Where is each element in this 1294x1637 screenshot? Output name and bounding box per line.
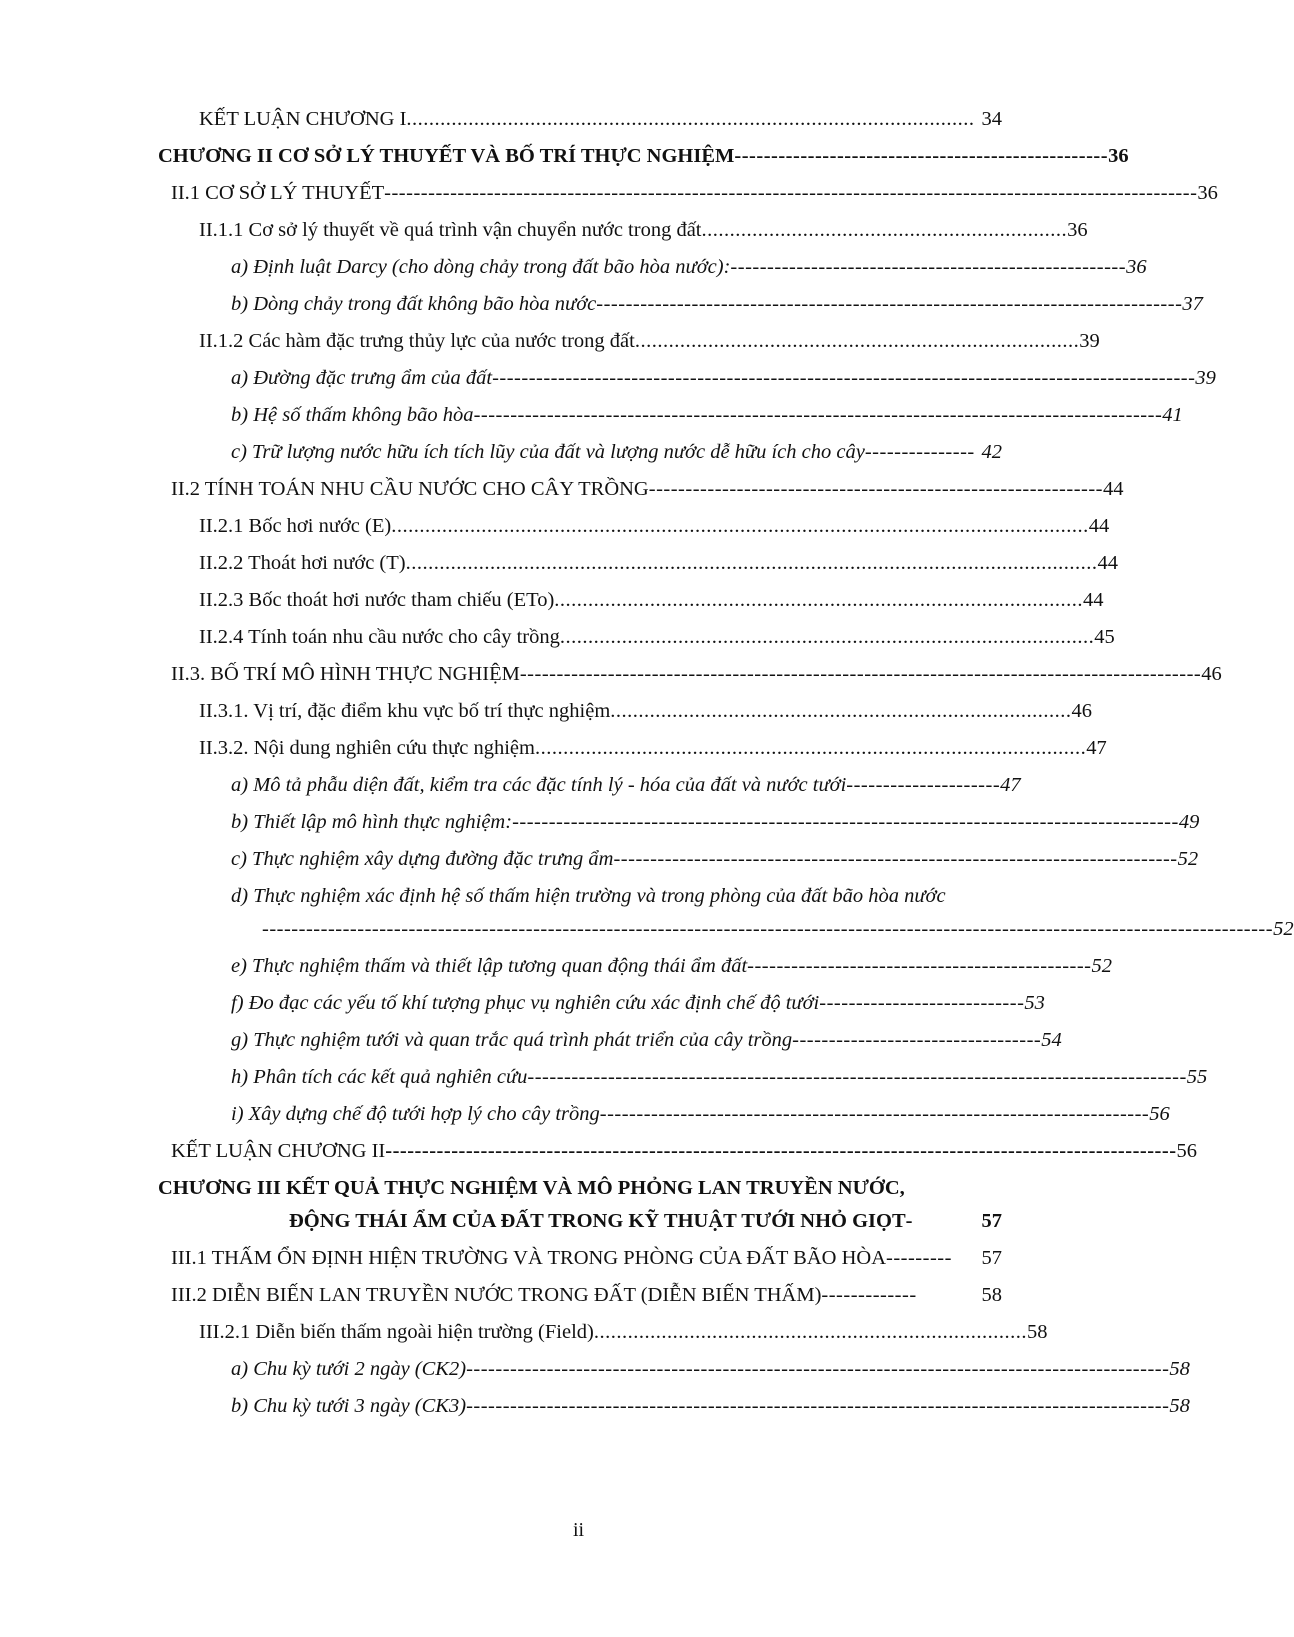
toc-leader: --------------------------------------------------------------------------------------------------------------- xyxy=(384,182,1198,204)
toc-leader: --------------- xyxy=(864,441,975,463)
toc-page-number: 56 xyxy=(1149,1103,1170,1125)
toc-entry-title: c) Thực nghiệm xây dựng đường đặc trưng ẩm xyxy=(231,848,614,870)
toc-leader: .................................................................................................. xyxy=(534,737,1087,759)
toc-entry[interactable] xyxy=(199,103,1002,135)
toc-page-number: 36 xyxy=(1197,182,1218,204)
toc-leader: ------------------------------------------------------------------------------------------ xyxy=(527,1066,1187,1088)
toc-entry[interactable] xyxy=(231,1061,1208,1093)
toc-page-number: 58 xyxy=(981,1284,1002,1306)
toc-entry-title: III.2 DIỄN BIẾN LAN TRUYỀN NƯỚC TRONG ĐẤT (DIỄN BIẾN THẤM) xyxy=(171,1284,822,1306)
toc-entry-title: II.3.2. Nội dung nghiên cứu thực nghiệm xyxy=(199,737,535,759)
toc-entry-title: ĐỘNG THÁI ẨM CỦA ĐẤT TRONG KỸ THUẬT TƯỚI NHỎ GIỌT xyxy=(289,1210,906,1232)
toc-leader: ............................................................................. xyxy=(593,1321,1027,1343)
toc-leader: ........................................................................................................................... xyxy=(405,552,1098,574)
toc-leader: ------------------------------------------------------------------------------------------------------------------------------------------ xyxy=(262,918,1274,940)
toc-page-number: 36 xyxy=(1108,145,1129,167)
toc-entry-title: II.2.1 Bốc hơi nước (E) xyxy=(199,515,392,537)
toc-entry[interactable] xyxy=(231,843,1199,875)
toc-entry[interactable] xyxy=(231,1353,1190,1385)
toc-entry[interactable] xyxy=(231,1390,1190,1422)
toc-entry[interactable] xyxy=(231,399,1183,431)
toc-page-number: 55 xyxy=(1186,1066,1208,1088)
toc-page-number: 45 xyxy=(1094,626,1115,648)
toc-page-number: 39 xyxy=(1195,367,1216,389)
toc-page-number: 39 xyxy=(1079,330,1100,352)
toc-entry[interactable] xyxy=(231,1098,1170,1130)
toc-entry[interactable] xyxy=(199,325,1100,357)
toc-leader: .................................................................................. xyxy=(610,700,1072,722)
toc-entry-title: II.3.1. Vị trí, đặc điểm khu vực bố trí thực nghiệm xyxy=(199,700,611,722)
toc-leader: ................................................................. xyxy=(701,219,1068,241)
toc-entry[interactable] xyxy=(171,473,1124,505)
toc-entry[interactable] xyxy=(231,436,1002,468)
toc-page-number: 53 xyxy=(1024,992,1045,1014)
toc-leader: --------- xyxy=(886,1247,952,1269)
toc-entry-title: g) Thực nghiệm tưới và quan trắc quá trình phát triển của cây trồng xyxy=(231,1029,793,1051)
toc-leader: ---------------------------------------------------------------------------------------------- xyxy=(473,404,1163,426)
toc-entry[interactable] xyxy=(199,584,1104,616)
toc-page-number: 46 xyxy=(1071,700,1093,722)
toc-page-number: 52 xyxy=(1091,955,1113,977)
toc-entry[interactable] xyxy=(199,621,1115,653)
toc-page-number: 36 xyxy=(1067,219,1088,241)
toc-entry[interactable] xyxy=(199,732,1107,764)
toc-entry-title: b) Chu kỳ tưới 3 ngày (CK3) xyxy=(231,1395,467,1417)
toc-page-number: 58 xyxy=(1026,1321,1048,1343)
toc-page-number: 52 xyxy=(1177,848,1199,870)
toc-entry[interactable] xyxy=(171,177,1218,209)
toc-page-number: 56 xyxy=(1176,1140,1198,1162)
toc-leader: -------------------------------------------------------------- xyxy=(648,478,1104,500)
toc-entry-title: b) Hệ số thấm không bão hòa xyxy=(231,404,474,426)
toc-leader: ------------------------------------------------------------------------------------------------------------ xyxy=(385,1140,1177,1162)
toc-entry-title: III.1 THẤM ỔN ĐỊNH HIỆN TRƯỜNG VÀ TRONG PHÒNG CỦA ĐẤT BÃO HÒA xyxy=(171,1247,886,1269)
toc-leader: ............................................................................... xyxy=(634,330,1080,352)
toc-entry-title: II.2 TÍNH TOÁN NHU CẦU NƯỚC CHO CÂY TRỒNG xyxy=(171,478,649,500)
toc-leader: ------------------------------------------------------------------------------------------- xyxy=(512,811,1179,833)
toc-entry-title[interactable]: d) Thực nghiệm xác định hệ số thấm hiện trường và trong phòng của đất bão hòa nước xyxy=(231,885,946,907)
toc-entry-title: III.2.1 Diễn biến thấm ngoài hiện trường (Field) xyxy=(199,1321,594,1343)
toc-leader: ------------------------------------------------------------------------------------------------ xyxy=(492,367,1196,389)
toc-entry-title: CHƯƠNG II CƠ SỞ LÝ THUYẾT VÀ BỐ TRÍ THỰC NGHIỆM xyxy=(158,145,735,167)
toc-leader: ----------------------------------------------- xyxy=(747,955,1092,977)
toc-leader: --------------------- xyxy=(846,774,1001,796)
toc-entry-title: h) Phân tích các kết quả nghiên cứu xyxy=(231,1066,528,1088)
toc-page-number: 58 xyxy=(1169,1358,1190,1380)
toc-page-number: 37 xyxy=(1182,293,1203,315)
toc-leader: ..................................................................................................... xyxy=(406,108,975,130)
toc-entry-title: i) Xây dựng chế độ tưới hợp lý cho cây trồng xyxy=(231,1103,600,1125)
toc-entry[interactable] xyxy=(231,288,1203,320)
toc-leader: ............................................................................................... xyxy=(559,626,1095,648)
toc-entry-title: b) Dòng chảy trong đất không bão hòa nước xyxy=(231,293,597,315)
toc-entry-title: b) Thiết lập mô hình thực nghiệm: xyxy=(231,811,513,833)
toc-entry-title: c) Trữ lượng nước hữu ích tích lũy của đất và lượng nước dễ hữu ích cho cây xyxy=(231,441,865,463)
toc-page-number: 42 xyxy=(981,441,1002,463)
toc-leader: - xyxy=(905,1210,913,1232)
toc-entry[interactable] xyxy=(231,1024,1062,1056)
toc-entry[interactable] xyxy=(231,362,1216,394)
toc-entry-title: a) Chu kỳ tưới 2 ngày (CK2) xyxy=(231,1358,467,1380)
toc-page-number: 44 xyxy=(1103,478,1124,500)
toc-entry[interactable] xyxy=(231,950,1113,982)
toc-leader: ---------------------------- xyxy=(819,992,1025,1014)
toc-entry[interactable] xyxy=(231,251,1147,283)
toc-entry-title: a) Đường đặc trưng ẩm của đất xyxy=(231,367,493,389)
toc-entry-title: a) Định luật Darcy (cho dòng chảy trong đất bão hòa nước): xyxy=(231,256,731,278)
toc-leader: -------------------------------------------------------------------------------- xyxy=(596,293,1183,315)
toc-entry[interactable] xyxy=(171,658,1222,690)
toc-leader: ------------------------------------------------------------------------------------------------ xyxy=(466,1395,1170,1417)
toc-leader: --------------------------------------------------------------------------------------------- xyxy=(519,663,1202,685)
toc-page-number: 34 xyxy=(981,108,1002,130)
toc-chapter-title[interactable]: CHƯƠNG III KẾT QUẢ THỰC NGHIỆM VÀ MÔ PHỎNG LAN TRUYỀN NƯỚC, xyxy=(158,1177,905,1199)
toc-page-number: 58 xyxy=(1169,1395,1190,1417)
toc-page-number: 57 xyxy=(981,1210,1002,1232)
toc-leader: ----------------------------------------------------------------------------- xyxy=(613,848,1178,870)
toc-entry-title: f) Đo đạc các yếu tố khí tượng phục vụ nghiên cứu xác định chế độ tưới xyxy=(231,992,820,1014)
toc-entry[interactable] xyxy=(199,1316,1048,1348)
toc-entry-continuation[interactable] xyxy=(262,913,1294,945)
toc-page-number: 47 xyxy=(1086,737,1107,759)
toc-leader: --------------------------------------------------- xyxy=(734,145,1109,167)
toc-page-number: 52 xyxy=(1273,918,1294,940)
toc-leader: ------------------------------------------------------------------------------------------------ xyxy=(466,1358,1170,1380)
toc-entry[interactable] xyxy=(158,140,1129,172)
toc-page-number: 44 xyxy=(1097,552,1118,574)
toc-leader: --------------------------------------------------------------------------- xyxy=(599,1103,1150,1125)
toc-entry-title: II.1.1 Cơ sở lý thuyết về quá trình vận chuyển nước trong đất xyxy=(199,219,702,241)
toc-leader: ---------------------------------- xyxy=(792,1029,1042,1051)
toc-entry-title: KẾT LUẬN CHƯƠNG I xyxy=(199,108,407,130)
toc-entry-title: II.2.4 Tính toán nhu cầu nước cho cây trồng xyxy=(199,626,560,648)
toc-leader: .............................................................................................. xyxy=(554,589,1084,611)
toc-page-number: 49 xyxy=(1178,811,1200,833)
toc-entry-title: II.2.3 Bốc thoát hơi nước tham chiếu (ETo) xyxy=(199,589,555,611)
toc-page-number: 41 xyxy=(1162,404,1183,426)
toc-entry-title: II.1.2 Các hàm đặc trưng thủy lực của nước trong đất xyxy=(199,330,635,352)
toc-entry-title: a) Mô tả phẫu diện đất, kiểm tra các đặc tính lý - hóa của đất và nước tưới xyxy=(231,774,847,796)
toc-entry[interactable] xyxy=(199,547,1118,579)
toc-page-number: 36 xyxy=(1126,256,1147,278)
toc-page-number: 46 xyxy=(1201,663,1222,685)
toc-entry-title: e) Thực nghiệm thấm và thiết lập tương quan động thái ẩm đất xyxy=(231,955,748,977)
toc-page-number: 54 xyxy=(1041,1029,1062,1051)
toc-entry[interactable] xyxy=(171,1279,1002,1311)
toc-entry-title: II.1 CƠ SỞ LÝ THUYẾT xyxy=(171,182,385,204)
toc-leader: ............................................................................................................................ xyxy=(391,515,1089,537)
toc-entry[interactable] xyxy=(231,769,1021,801)
toc-entry[interactable] xyxy=(199,214,1088,246)
toc-entry[interactable] xyxy=(171,1135,1198,1167)
toc-entry-title: II.2.2 Thoát hơi nước (T) xyxy=(199,552,406,574)
toc-entry[interactable] xyxy=(171,1242,1002,1274)
toc-page-number: 57 xyxy=(981,1247,1002,1269)
toc-leader: ------------- xyxy=(821,1284,917,1306)
toc-entry[interactable] xyxy=(231,806,1200,838)
toc-entry[interactable] xyxy=(199,695,1093,727)
toc-entry-title: KẾT LUẬN CHƯƠNG II xyxy=(171,1140,386,1162)
toc-entry[interactable] xyxy=(231,987,1045,1019)
page-number: ii xyxy=(572,1519,585,1541)
toc-leader: ------------------------------------------------------ xyxy=(730,256,1127,278)
toc-page-number: 44 xyxy=(1088,515,1110,537)
toc-page-number: 47 xyxy=(1000,774,1021,796)
toc-entry[interactable] xyxy=(199,510,1110,542)
toc-chapter-title-continuation[interactable] xyxy=(289,1205,1002,1237)
toc-entry-title: II.3. BỐ TRÍ MÔ HÌNH THỰC NGHIỆM xyxy=(171,663,520,685)
toc-page-number: 44 xyxy=(1083,589,1104,611)
